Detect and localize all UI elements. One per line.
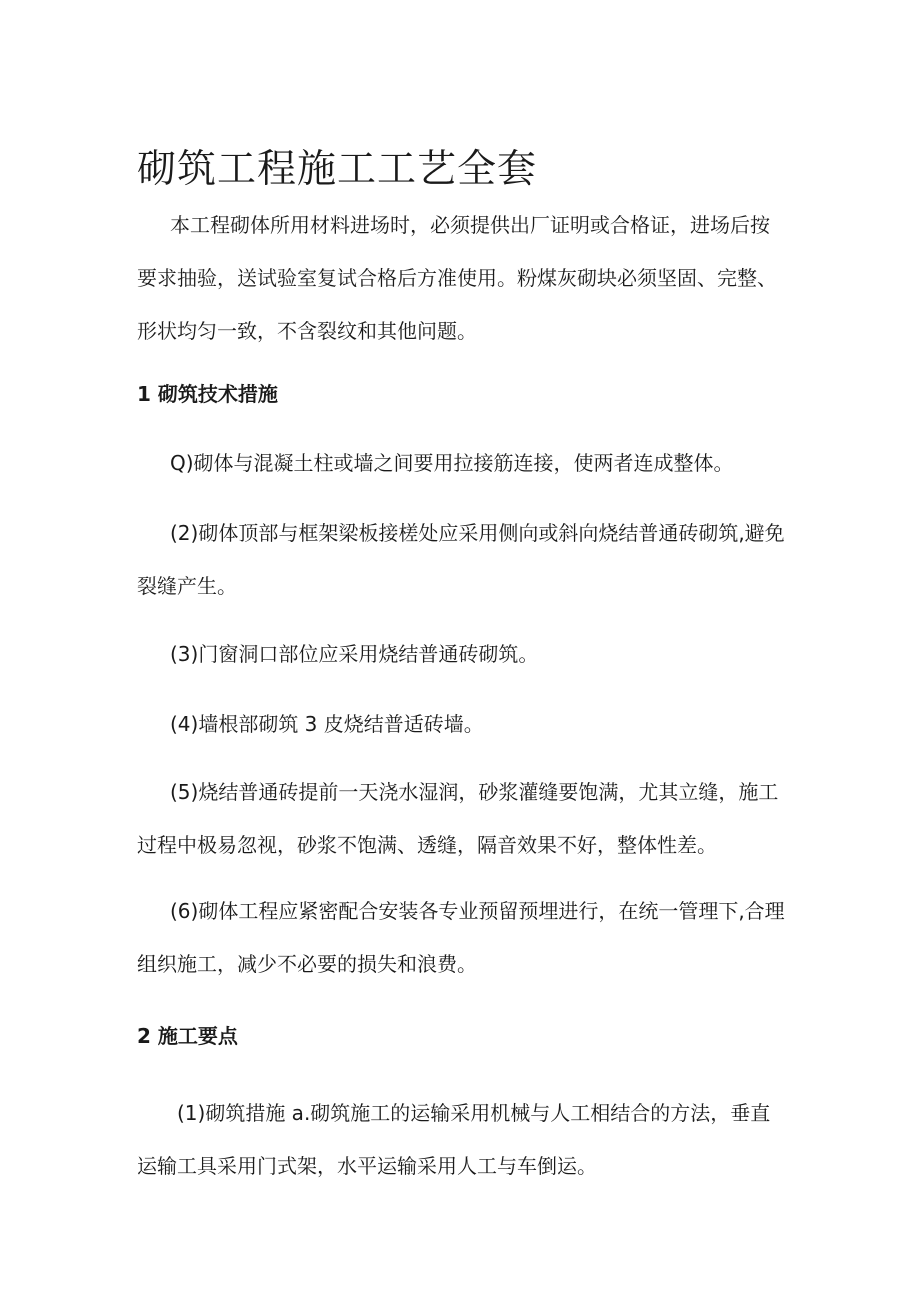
section-1-item-4: (4)墙根部砌筑 3 皮烧结普适砖墙。 [170, 712, 484, 736]
section-1-item-5: (5)烧结普通砖提前一天浇水湿润，砂浆灌缝要饱满，尤其立缝，施工过程中极易忽视，砂浆不饱满、透缝，隔音效果不好，整体性差。 [137, 780, 779, 857]
section-2-heading: 2 施工要点 [137, 1024, 238, 1048]
section-1-heading: 1 砌筑技术措施 [137, 382, 278, 406]
section-1-item-3: (3)门窗洞口部位应采用烧结普通砖砌筑。 [170, 642, 539, 666]
intro-paragraph: 本工程砌体所用材料进场时，必须提供出厂证明或合格证，进场后按要求抽验，送试验室复试合格后方准使用。粉煤灰砌块必须坚固、完整、形状均匀一致，不含裂纹和其他问题。 [137, 213, 777, 343]
document-title: 砌筑工程施工工艺全套 [137, 147, 538, 193]
section-1-item-2: (2)砌体顶部与框架梁板接槎处应采用侧向或斜向烧结普通砖砌筑,避免裂缝产生。 [137, 521, 785, 598]
section-1-item-1: Q)砌体与混凝土柱或墙之间要用拉接筋连接，使两者连成整体。 [170, 451, 734, 475]
section-1-item-6: (6)砌体工程应紧密配合安装各专业预留预埋进行，在统一管理下,合理组织施工，减少不必要的损失和浪费。 [137, 899, 785, 976]
section-2-item-1: (1)砌筑措施 a.砌筑施工的运输采用机械与人工相结合的方法，垂直运输工具采用门式架，水平运输采用人工与车倒运。 [137, 1101, 771, 1178]
